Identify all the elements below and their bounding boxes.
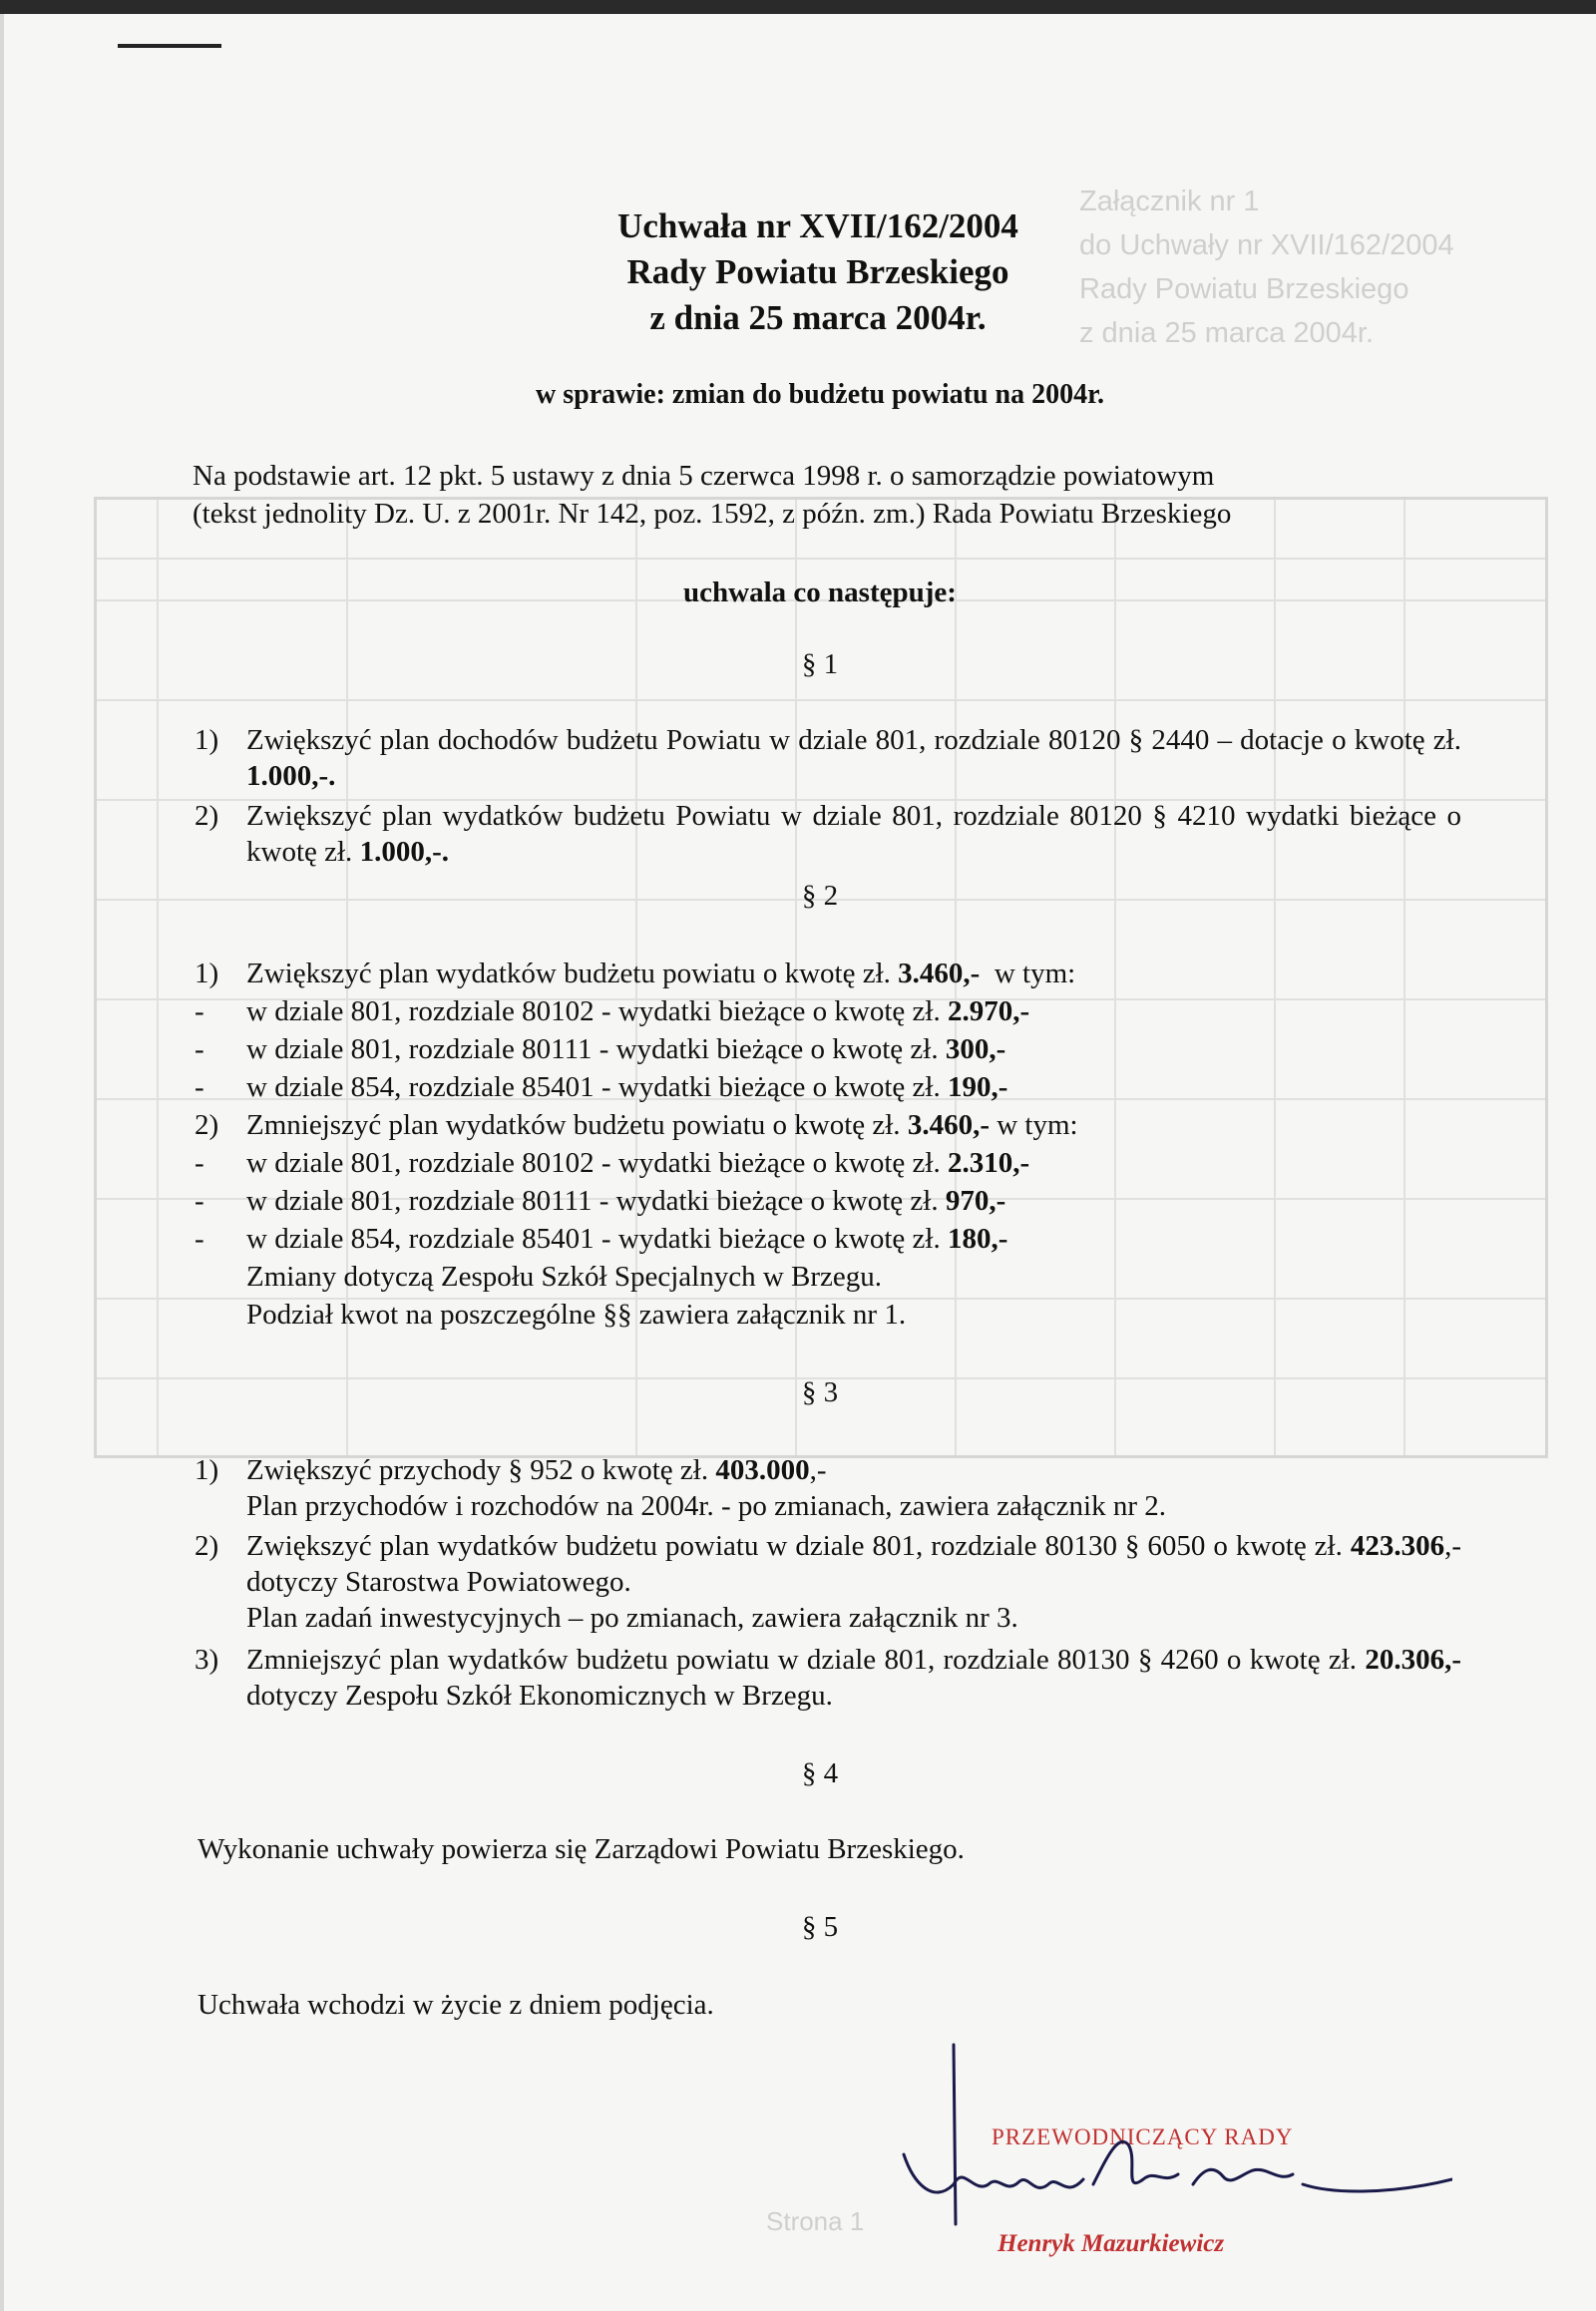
legal-basis-line: (tekst jednolity Dz. U. z 2001r. Nr 142, poz. 1592, z późn. zm.) Rada Powiatu Brzeskiego [193,498,1232,530]
item-suffix: ,- [809,1454,827,1486]
item-annex-note: Plan zadań inwestycyjnych – po zmianach, zawiera załącznik nr 3. [246,1602,1018,1634]
dash-marker: - [195,1147,204,1179]
dash-marker: - [195,1223,204,1255]
s2-decrease-line [195,1145,1461,1181]
s2-increase-line [195,1069,1461,1105]
line-amount: 970,- [945,1185,1006,1217]
item-text: Zwiększyć plan wydatków budżetu powiatu o kwotę zł. [246,958,899,989]
section-heading-3: § 3 [801,1376,839,1408]
line-text: w dziale 854, rozdziale 85401 - wydatki bieżące o kwotę zł. [246,1071,948,1103]
s3-item-3 [195,1642,1461,1714]
item-number: 2) [195,1109,219,1141]
bleed-annex-line: Rady Powiatu Brzeskiego [1079,273,1409,305]
scan-left-edge [0,14,4,2311]
line-amount: 2.970,- [947,995,1030,1027]
item-number: 3) [195,1644,219,1676]
item-annex-note: Plan przychodów i rozchodów na 2004r. - po zmianach, zawiera załącznik nr 2. [246,1490,1167,1522]
bleed-through-page-number: Strona 1 [766,2206,865,2236]
item-amount: 423.306 [1350,1530,1445,1562]
item-suffix: dotyczy Zespołu Szkół Ekonomicznych w Brzegu. [246,1680,833,1712]
s1-item-2 [195,798,1461,870]
dash-marker: - [195,1071,204,1103]
item-text: Zmniejszyć plan wydatków budżetu powiatu o kwotę zł. [246,1109,908,1141]
council-name: Rady Powiatu Brzeskiego [626,252,1009,291]
s2-decrease-line [195,1221,1461,1257]
s3-item-1 [195,1452,1461,1524]
section-heading-4: § 4 [801,1757,839,1789]
item-number: 1) [195,724,219,756]
section-heading-2: § 2 [801,880,839,912]
bleed-through-annex-note [1079,180,1454,355]
dash-marker: - [195,995,204,1027]
line-text: w dziale 801, rozdziale 80111 - wydatki bieżące o kwotę zł. [246,1033,946,1065]
dash-marker: - [195,1185,204,1217]
item-suffix: w tym: [980,958,1076,989]
section-heading-5: § 5 [801,1911,839,1943]
item-amount: 20.306,- [1365,1644,1461,1676]
item-number: 2) [195,800,219,832]
s2-increase-line [195,1031,1461,1067]
line-amount: 180,- [947,1223,1008,1255]
item-number: 1) [195,1454,219,1486]
line-text: w dziale 854, rozdziale 85401 - wydatki bieżące o kwotę zł. [246,1223,948,1255]
item-amount: 1.000,-. [246,760,336,792]
item-number: 2) [195,1530,219,1562]
bleed-annex-line: z dnia 25 marca 2004r. [1079,317,1375,349]
s2-item-1 [195,956,1461,991]
bleed-annex-line: do Uchwały nr XVII/162/2004 [1079,229,1454,261]
s5-text: Uchwała wchodzi w życie z dniem podjęcia. [198,1989,714,2021]
scan-top-border [0,0,1596,14]
line-text: w dziale 801, rozdziale 80111 - wydatki bieżące o kwotę zł. [246,1185,946,1217]
line-text: w dziale 801, rozdziale 80102 - wydatki bieżące o kwotę zł. [246,1147,948,1179]
line-amount: 300,- [945,1033,1006,1065]
s1-item-1 [195,722,1461,794]
chairman-stamp-title: PRZEWODNICZĄCY RADY [992,2124,1294,2149]
resolution-header [519,203,1117,341]
dash-marker: - [195,1033,204,1065]
s2-note-annex: Podział kwot na poszczególne §§ zawiera załącznik nr 1. [246,1299,907,1331]
item-suffix: ,- dotyczy Starostwa Powiatowego. [246,1530,1461,1598]
item-suffix: w tym: [989,1109,1078,1141]
item-text: Zwiększyć przychody § 952 o kwotę zł. [246,1454,716,1486]
resolution-subject: w sprawie: zmian do budżetu powiatu na 2004r. [536,379,1104,410]
legal-basis-line: Na podstawie art. 12 pkt. 5 ustawy z dnia 5 czerwca 1998 r. o samorządzie powiatowym [193,460,1215,492]
corner-mark [118,44,221,48]
item-amount: 1.000,-. [359,836,449,868]
item-number: 1) [195,958,219,989]
resolution-date: z dnia 25 marca 2004r. [649,298,987,337]
s2-item-2 [195,1107,1461,1143]
item-text: Zmniejszyć plan wydatków budżetu powiatu w dziale 801, rozdziale 80130 § 4260 o kwotę zł. [246,1644,1366,1676]
s4-text: Wykonanie uchwały powierza się Zarządowi Powiatu Brzeskiego. [198,1833,965,1865]
resolves-heading: uchwala co następuje: [683,577,957,608]
legal-basis [193,457,1449,533]
s2-note-school: Zmiany dotyczą Zespołu Szkół Specjalnych w Brzegu. [246,1261,883,1293]
s2-decrease-line [195,1183,1461,1219]
item-amount: 403.000 [715,1454,810,1486]
resolution-number: Uchwała nr XVII/162/2004 [617,206,1018,245]
s2-increase-line [195,993,1461,1029]
line-amount: 2.310,- [947,1147,1030,1179]
bleed-annex-line: Załącznik nr 1 [1079,186,1260,217]
item-amount: 3.460,- [907,1109,990,1141]
item-amount: 3.460,- [898,958,981,989]
line-text: w dziale 801, rozdziale 80102 - wydatki bieżące o kwotę zł. [246,995,948,1027]
line-amount: 190,- [947,1071,1008,1103]
chairman-name-stamp: Henryk Mazurkiewicz [998,2230,1225,2257]
section-heading-1: § 1 [801,648,839,680]
item-text: Zwiększyć plan dochodów budżetu Powiatu w dziale 801, rozdziale 80120 § 2440 – dotacje o kwotę zł. [246,724,1461,756]
item-text: Zwiększyć plan wydatków budżetu Powiatu w dziale 801, rozdziale 80120 § 4210 wydatki bieżące o kwotę zł. [246,800,1461,868]
s3-item-2 [195,1528,1461,1636]
item-text: Zwiększyć plan wydatków budżetu powiatu w dziale 801, rozdziale 80130 § 6050 o kwotę zł. [246,1530,1351,1562]
